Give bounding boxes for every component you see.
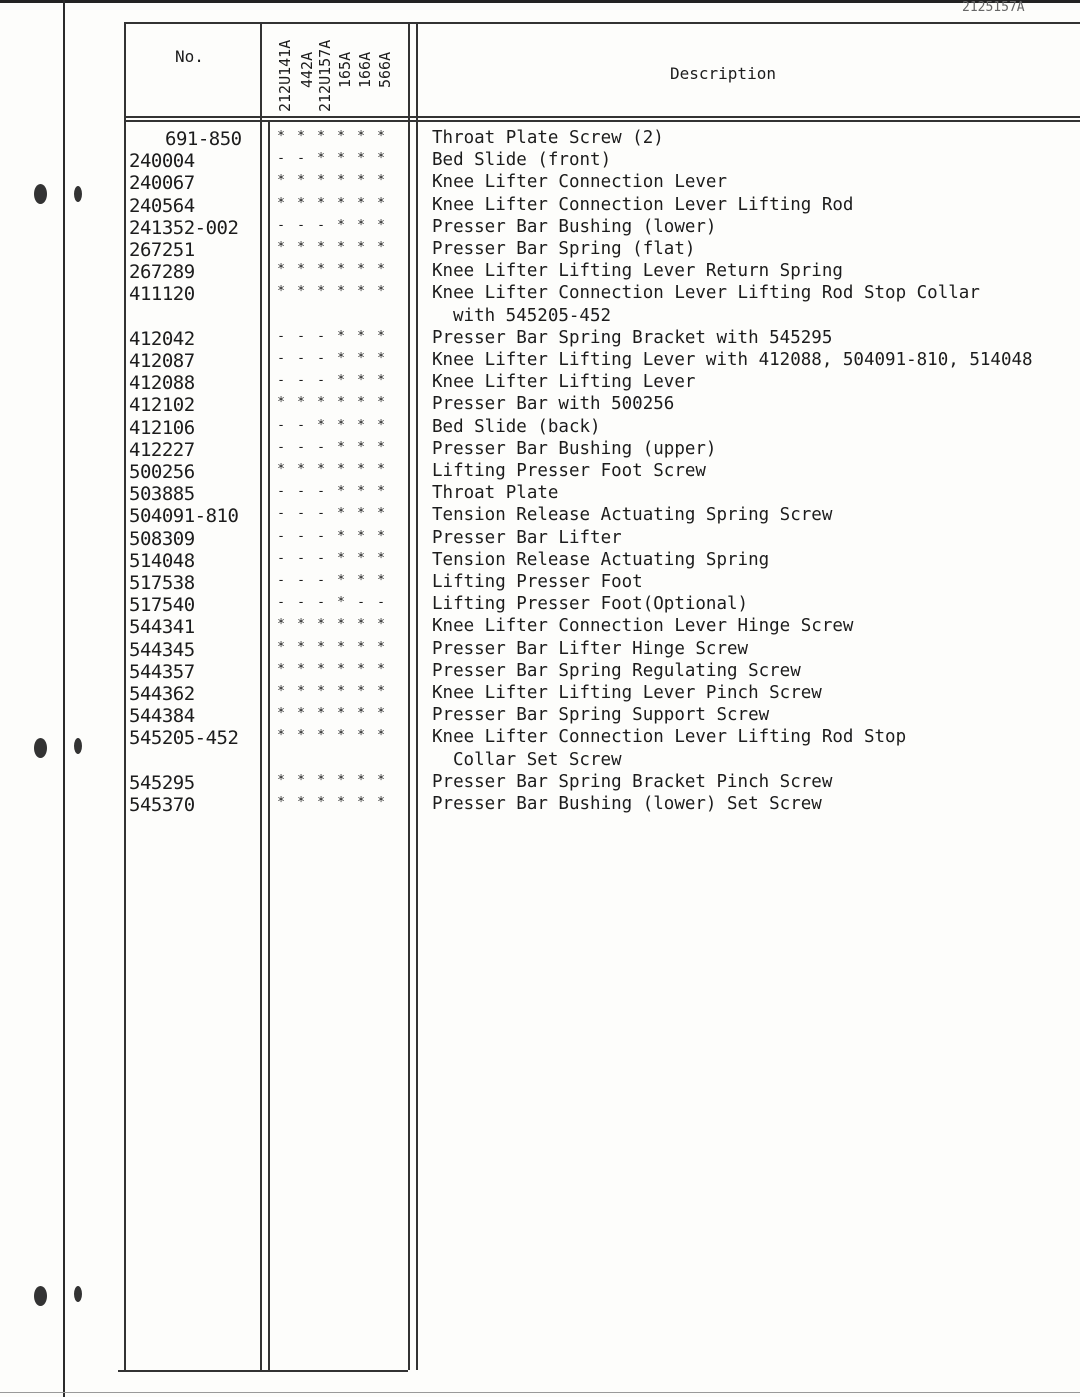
table-row <box>0 261 1080 283</box>
available-mark: * <box>377 373 385 389</box>
available-mark: * <box>377 395 385 411</box>
available-mark: * <box>337 151 345 167</box>
not-available-mark: - <box>297 351 305 366</box>
available-mark: * <box>337 573 345 588</box>
not-available-mark: - <box>297 439 305 455</box>
part-number: 267289 <box>129 261 195 284</box>
available-mark: * <box>337 639 345 655</box>
available-mark: * <box>357 528 365 544</box>
available-mark: * <box>377 351 385 366</box>
available-mark: * <box>317 195 325 211</box>
table-row <box>0 772 1080 794</box>
not-available-mark: - <box>277 506 285 522</box>
available-mark: * <box>377 240 385 255</box>
available-mark: * <box>317 173 325 189</box>
available-mark: * <box>317 240 325 255</box>
part-description: Lifting Presser Foot <box>432 572 643 592</box>
not-available-mark: - <box>317 484 325 500</box>
table-row <box>0 594 1080 616</box>
available-mark: * <box>337 617 345 633</box>
not-available-mark: - <box>277 573 285 588</box>
part-description: Presser Bar Bushing (lower) Set Screw <box>432 794 822 814</box>
scan-top-edge <box>0 0 1080 3</box>
part-description: Presser Bar Bushing (lower) <box>432 216 717 237</box>
not-available-mark: - <box>297 550 305 566</box>
available-mark: * <box>297 129 305 144</box>
part-number: 504091-810 <box>129 505 239 528</box>
available-mark: * <box>377 639 385 655</box>
available-mark: * <box>357 284 365 300</box>
part-description: Presser Bar Spring (flat) <box>432 239 696 259</box>
model-header: 165A <box>336 51 354 88</box>
available-mark: * <box>377 550 385 566</box>
available-mark: * <box>337 528 345 544</box>
not-available-mark: - <box>277 417 285 433</box>
available-mark: * <box>317 395 325 411</box>
available-mark: * <box>317 639 325 655</box>
part-description: Bed Slide (front) <box>432 150 612 171</box>
table-row <box>0 727 1080 749</box>
available-mark: * <box>377 151 385 167</box>
table-row <box>0 283 1080 305</box>
part-number: 691-850 <box>165 128 242 150</box>
part-description: Throat Plate Screw (2) <box>432 128 664 148</box>
not-available-mark: - <box>297 573 305 588</box>
available-mark: * <box>337 439 345 455</box>
table-row <box>0 172 1080 194</box>
available-mark: * <box>377 462 385 477</box>
not-available-mark: - <box>317 573 325 588</box>
table-row <box>0 372 1080 394</box>
available-mark: * <box>337 217 345 233</box>
available-mark: * <box>357 462 365 477</box>
available-mark: * <box>317 284 325 300</box>
available-mark: * <box>297 395 305 411</box>
not-available-mark: - <box>277 151 285 167</box>
part-description: Knee Lifter Lifting Lever Pinch Screw <box>432 683 822 703</box>
available-mark: * <box>277 728 285 744</box>
part-description: Presser Bar Lifter <box>432 527 622 548</box>
not-available-mark: - <box>277 484 285 500</box>
table-row <box>0 128 1080 150</box>
table-row <box>0 528 1080 550</box>
available-mark: * <box>277 284 285 300</box>
part-number: 412227 <box>129 438 195 461</box>
available-mark: * <box>337 684 345 699</box>
not-available-mark: - <box>297 217 305 233</box>
table-row <box>0 217 1080 239</box>
available-mark: * <box>297 195 305 211</box>
available-mark: * <box>377 284 385 300</box>
available-mark: * <box>297 661 305 677</box>
available-mark: * <box>377 262 385 278</box>
part-number: 503885 <box>129 483 195 506</box>
part-number: 544362 <box>129 683 195 705</box>
available-mark: * <box>377 573 385 588</box>
available-mark: * <box>357 417 365 433</box>
available-mark: * <box>377 728 385 744</box>
part-number: 544357 <box>129 660 195 683</box>
table-row <box>0 439 1080 461</box>
part-description: Knee Lifter Connection Lever Lifting Rod Stop <box>432 727 907 748</box>
part-description: Presser Bar Bushing (upper) <box>432 438 717 459</box>
punch-hole-icon <box>74 1286 82 1302</box>
available-mark: * <box>337 195 345 211</box>
part-description: Knee Lifter Lifting Lever with 412088, 504091-810, 514048 <box>432 350 1033 370</box>
available-mark: * <box>317 661 325 677</box>
part-description: Bed Slide (back) <box>432 416 601 437</box>
available-mark: * <box>357 151 365 167</box>
available-mark: * <box>377 661 385 677</box>
part-number: 544384 <box>129 705 195 728</box>
available-mark: * <box>337 373 345 389</box>
available-mark: * <box>317 151 325 167</box>
available-mark: * <box>277 240 285 255</box>
table-row <box>0 483 1080 505</box>
available-mark: * <box>357 439 365 455</box>
not-available-mark: - <box>377 595 385 611</box>
available-mark: * <box>337 506 345 522</box>
available-mark: * <box>277 617 285 633</box>
not-available-mark: - <box>317 217 325 233</box>
available-mark: * <box>317 617 325 633</box>
model-header: 442A <box>298 51 316 88</box>
available-mark: * <box>317 795 325 810</box>
table-row <box>0 705 1080 727</box>
not-available-mark: - <box>297 151 305 167</box>
available-mark: * <box>277 395 285 411</box>
part-number: 517538 <box>129 572 195 594</box>
part-number: 240067 <box>129 172 195 195</box>
available-mark: * <box>357 795 365 810</box>
available-mark: * <box>357 195 365 211</box>
table-row <box>0 461 1080 483</box>
not-available-mark: - <box>317 373 325 389</box>
available-mark: * <box>357 706 365 722</box>
part-number: 544341 <box>129 616 195 639</box>
available-mark: * <box>317 262 325 278</box>
table-row <box>0 239 1080 261</box>
table-row <box>0 417 1080 439</box>
part-description: Knee Lifter Connection Lever Hinge Screw <box>432 616 854 637</box>
not-available-mark: - <box>277 373 285 389</box>
not-available-mark: - <box>277 351 285 366</box>
available-mark: * <box>357 728 365 744</box>
available-mark: * <box>357 484 365 500</box>
available-mark: * <box>357 661 365 677</box>
corner-code: 2125157A <box>962 0 1025 15</box>
available-mark: * <box>337 395 345 411</box>
available-mark: * <box>357 639 365 655</box>
model-header: 212U157A <box>316 39 334 112</box>
column-header-description: Description <box>670 64 776 83</box>
table-row <box>0 150 1080 172</box>
available-mark: * <box>277 173 285 189</box>
part-number: 508309 <box>129 527 195 550</box>
available-mark: * <box>277 129 285 144</box>
not-available-mark: - <box>297 595 305 611</box>
available-mark: * <box>277 772 285 788</box>
available-mark: * <box>277 462 285 477</box>
available-mark: * <box>377 795 385 810</box>
model-header: 566A <box>376 51 394 88</box>
available-mark: * <box>377 772 385 788</box>
available-mark: * <box>357 395 365 411</box>
not-available-mark: - <box>317 328 325 344</box>
part-description: Presser Bar Spring Bracket with 545295 <box>432 327 833 348</box>
part-description: Presser Bar Spring Bracket Pinch Screw <box>432 771 833 792</box>
available-mark: * <box>357 373 365 389</box>
available-mark: * <box>337 706 345 722</box>
available-mark: * <box>377 417 385 433</box>
available-mark: * <box>337 595 345 611</box>
available-mark: * <box>377 484 385 500</box>
table-row <box>0 661 1080 683</box>
table-row <box>0 639 1080 661</box>
available-mark: * <box>337 173 345 189</box>
available-mark: * <box>357 328 365 344</box>
part-number: 544345 <box>129 638 195 661</box>
part-description: Lifting Presser Foot Screw <box>432 461 706 481</box>
part-number: 545370 <box>129 794 195 816</box>
part-number: 545295 <box>129 771 195 794</box>
available-mark: * <box>297 795 305 810</box>
table-row <box>0 394 1080 416</box>
part-description: Presser Bar Spring Regulating Screw <box>432 660 801 681</box>
not-available-mark: - <box>277 217 285 233</box>
available-mark: * <box>337 129 345 144</box>
table-row <box>0 550 1080 572</box>
available-mark: * <box>377 617 385 633</box>
not-available-mark: - <box>317 351 325 366</box>
part-number: 412087 <box>129 350 195 372</box>
not-available-mark: - <box>297 417 305 433</box>
available-mark: * <box>337 661 345 677</box>
available-mark: * <box>337 240 345 255</box>
available-mark: * <box>297 173 305 189</box>
available-mark: * <box>337 262 345 278</box>
available-mark: * <box>377 528 385 544</box>
not-available-mark: - <box>277 528 285 544</box>
available-mark: * <box>297 706 305 722</box>
available-mark: * <box>317 684 325 699</box>
table-row <box>0 616 1080 638</box>
available-mark: * <box>277 639 285 655</box>
part-description: Presser Bar Lifter Hinge Screw <box>432 638 749 659</box>
available-mark: * <box>377 439 385 455</box>
part-description: Knee Lifter Lifting Lever <box>432 372 696 393</box>
part-number: 267251 <box>129 239 195 261</box>
table-row <box>0 794 1080 816</box>
available-mark: * <box>317 772 325 788</box>
available-mark: * <box>277 195 285 211</box>
not-available-mark: - <box>277 328 285 344</box>
not-available-mark: - <box>277 550 285 566</box>
part-number: 545205-452 <box>129 727 239 750</box>
table-row <box>0 572 1080 594</box>
part-number: 411120 <box>129 283 195 306</box>
part-number: 412088 <box>129 372 195 395</box>
not-available-mark: - <box>297 528 305 544</box>
not-available-mark: - <box>317 595 325 611</box>
available-mark: * <box>377 506 385 522</box>
available-mark: * <box>277 661 285 677</box>
available-mark: * <box>337 728 345 744</box>
table-row <box>0 350 1080 372</box>
available-mark: * <box>297 240 305 255</box>
model-header: 212U141A <box>276 39 294 112</box>
column-header-no: No. <box>175 47 204 66</box>
not-available-mark: - <box>277 595 285 611</box>
available-mark: * <box>317 728 325 744</box>
not-available-mark: - <box>317 506 325 522</box>
table-row <box>0 505 1080 527</box>
available-mark: * <box>317 706 325 722</box>
part-description: Throat Plate <box>432 483 559 504</box>
not-available-mark: - <box>317 528 325 544</box>
available-mark: * <box>297 462 305 477</box>
table-row <box>0 328 1080 350</box>
available-mark: * <box>297 728 305 744</box>
available-mark: * <box>277 795 285 810</box>
available-mark: * <box>357 173 365 189</box>
part-description: Presser Bar with 500256 <box>432 394 675 415</box>
available-mark: * <box>337 550 345 566</box>
part-description: Knee Lifter Connection Lever <box>432 172 728 193</box>
part-description-continued: Collar Set Screw <box>453 749 622 770</box>
part-number: 500256 <box>129 461 195 483</box>
available-mark: * <box>357 129 365 144</box>
part-number: 240564 <box>129 194 195 217</box>
available-mark: * <box>377 706 385 722</box>
part-number: 412042 <box>129 327 195 350</box>
available-mark: * <box>337 351 345 366</box>
punch-hole-icon <box>34 1286 47 1306</box>
part-description: Knee Lifter Connection Lever Lifting Rod Stop Collar <box>432 283 980 304</box>
available-mark: * <box>357 217 365 233</box>
available-mark: * <box>357 573 365 588</box>
part-number: 412106 <box>129 416 195 439</box>
not-available-mark: - <box>297 506 305 522</box>
available-mark: * <box>337 484 345 500</box>
available-mark: * <box>297 284 305 300</box>
available-mark: * <box>337 795 345 810</box>
part-description: Tension Release Actuating Spring <box>432 549 770 570</box>
available-mark: * <box>357 262 365 278</box>
table-row <box>0 683 1080 705</box>
part-number: 412102 <box>129 394 195 417</box>
available-mark: * <box>297 639 305 655</box>
available-mark: * <box>377 173 385 189</box>
available-mark: * <box>277 262 285 278</box>
available-mark: * <box>357 772 365 788</box>
not-available-mark: - <box>317 550 325 566</box>
available-mark: * <box>297 262 305 278</box>
part-description: Lifting Presser Foot(Optional) <box>432 594 749 615</box>
not-available-mark: - <box>297 373 305 389</box>
available-mark: * <box>277 706 285 722</box>
available-mark: * <box>277 684 285 699</box>
part-description: Knee Lifter Lifting Lever Return Spring <box>432 261 843 282</box>
available-mark: * <box>317 417 325 433</box>
part-number: 241352-002 <box>129 216 239 239</box>
not-available-mark: - <box>277 439 285 455</box>
available-mark: * <box>357 550 365 566</box>
available-mark: * <box>337 462 345 477</box>
model-header: 166A <box>356 51 374 88</box>
available-mark: * <box>357 506 365 522</box>
available-mark: * <box>377 129 385 144</box>
not-available-mark: - <box>297 484 305 500</box>
available-mark: * <box>297 684 305 699</box>
available-mark: * <box>357 617 365 633</box>
not-available-mark: - <box>357 595 365 611</box>
available-mark: * <box>337 284 345 300</box>
available-mark: * <box>357 684 365 699</box>
available-mark: * <box>377 684 385 699</box>
part-description: Knee Lifter Connection Lever Lifting Rod <box>432 194 854 215</box>
available-mark: * <box>337 772 345 788</box>
available-mark: * <box>377 195 385 211</box>
available-mark: * <box>297 617 305 633</box>
part-number: 514048 <box>129 549 195 572</box>
available-mark: * <box>297 772 305 788</box>
available-mark: * <box>337 417 345 433</box>
available-mark: * <box>337 328 345 344</box>
part-description-continued: with 545205-452 <box>453 305 612 326</box>
available-mark: * <box>317 129 325 144</box>
available-mark: * <box>317 462 325 477</box>
available-mark: * <box>377 217 385 233</box>
part-number: 517540 <box>129 594 195 617</box>
available-mark: * <box>357 240 365 255</box>
part-description: Tension Release Actuating Spring Screw <box>432 505 833 526</box>
table-row <box>0 195 1080 217</box>
available-mark: * <box>357 351 365 366</box>
not-available-mark: - <box>317 439 325 455</box>
part-description: Presser Bar Spring Support Screw <box>432 705 770 726</box>
not-available-mark: - <box>297 328 305 344</box>
part-number: 240004 <box>129 150 195 173</box>
available-mark: * <box>377 328 385 344</box>
